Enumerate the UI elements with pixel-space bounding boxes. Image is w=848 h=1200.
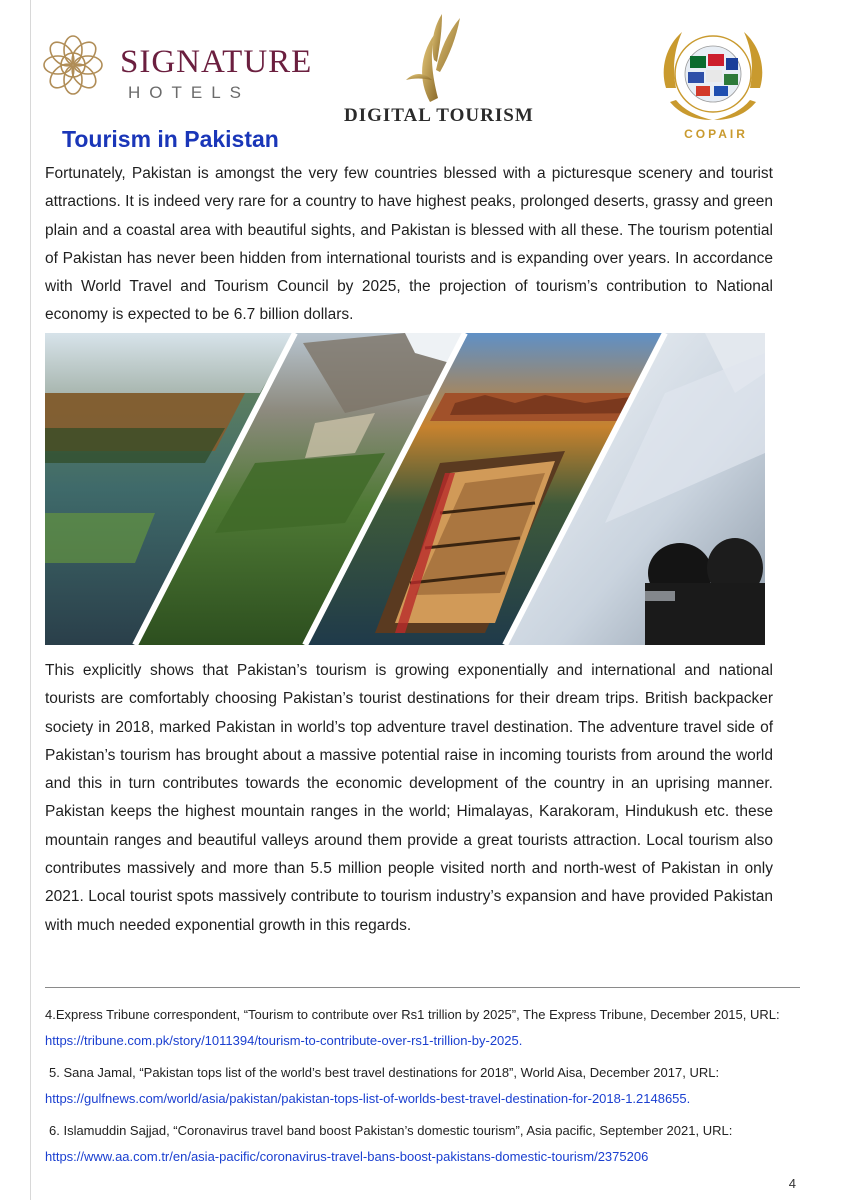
footnote-divider [45,987,800,988]
signature-hotels-logo [38,30,108,100]
footnote-text: 6. Islamuddin Sajjad, “Coronavirus travel band boost Pakistan’s domestic tourism”, Asia pacific, September 2021, URL: [49,1123,733,1138]
footnote-4 [45,1002,805,1054]
footnote-text: 5. Sana Jamal, “Pakistan tops list of the world’s best travel destinations for 2018”, World Aisa, December 2017, URL: [49,1065,720,1080]
page-title: Tourism in Pakistan [62,126,279,152]
footnote-6 [45,1118,805,1170]
footnote-link[interactable]: https://gulfnews.com/world/asia/pakistan/pakistan-tops-list-of-worlds-best-travel-destination-for-2018-1.2148655. [45,1091,691,1106]
body-paragraph: This explicitly shows that Pakistan’s tourism is growing exponentially and international and national tourists are comfortably choosing Pakistan’s tourist destinations for their dream trips. British backpacker society in 2018, marked Pakistan in world’s top adventure travel destination. The adventure travel side of Pakistan’s tourism has brought about a massive potential raise in incoming tourists from around the world and this in turn contributes towards the economic development of the country in an uprising manner. Pakistan keeps the highest mountain ranges in the world; Himalayas, Karakoram, Hindukush etc. these mountain ranges and beautiful valleys around them provide a great tourists attraction. Local tourism also contributes massively and more than 5.5 million people visited north and north-west of Pakistan in only 2021. Local tourist spots massively contribute to tourism industry’s expansion and have provided Pakistan with much needed exponential growth in this regards. [45,662,773,934]
digital-tourism-name: DIGITAL TOURISM [344,105,534,126]
page-number: 4 [788,1176,796,1191]
footnote-text: 4.Express Tribune correspondent, “Tourism to contribute over Rs1 trillion by 2025”, The Express Tribune, December 2015, URL: [45,1007,780,1022]
intro-paragraph: Fortunately, Pakistan is amongst the very few countries blessed with a picturesque scenery and tourist attractions. It is indeed very rare for a country to have highest peaks, prolonged deserts, grassy and green plain and a coastal area with beautiful sights, and Pakistan is blessed with all these. The tourism potential of Pakistan has never been hidden from international tourists and is expanding over years. In accordance with World Travel and Tourism Council by 2025, the projection of tourism’s contribution to National economy is expected to be 6.7 billion dollars. [45,165,773,324]
footnote-link[interactable]: https://tribune.com.pk/story/1011394/tourism-to-contribute-over-rs1-trillion-by-2025. [45,1033,523,1048]
tourism-photo-collage [45,333,765,645]
copair-logo [654,18,772,136]
footnote-link[interactable]: https://www.aa.com.tr/en/asia-pacific/coronavirus-travel-bans-boost-pakistans-domestic-tourism/2375206 [45,1149,649,1164]
digital-tourism-logo [400,10,470,105]
footnote-5 [45,1060,805,1112]
footnotes [45,1002,805,1176]
signature-hotels-subtitle: HOTELS [128,83,251,102]
page-border [30,0,31,1200]
copair-label: COPAIR [684,127,748,141]
signature-hotels-name: SIGNATURE [120,44,313,80]
